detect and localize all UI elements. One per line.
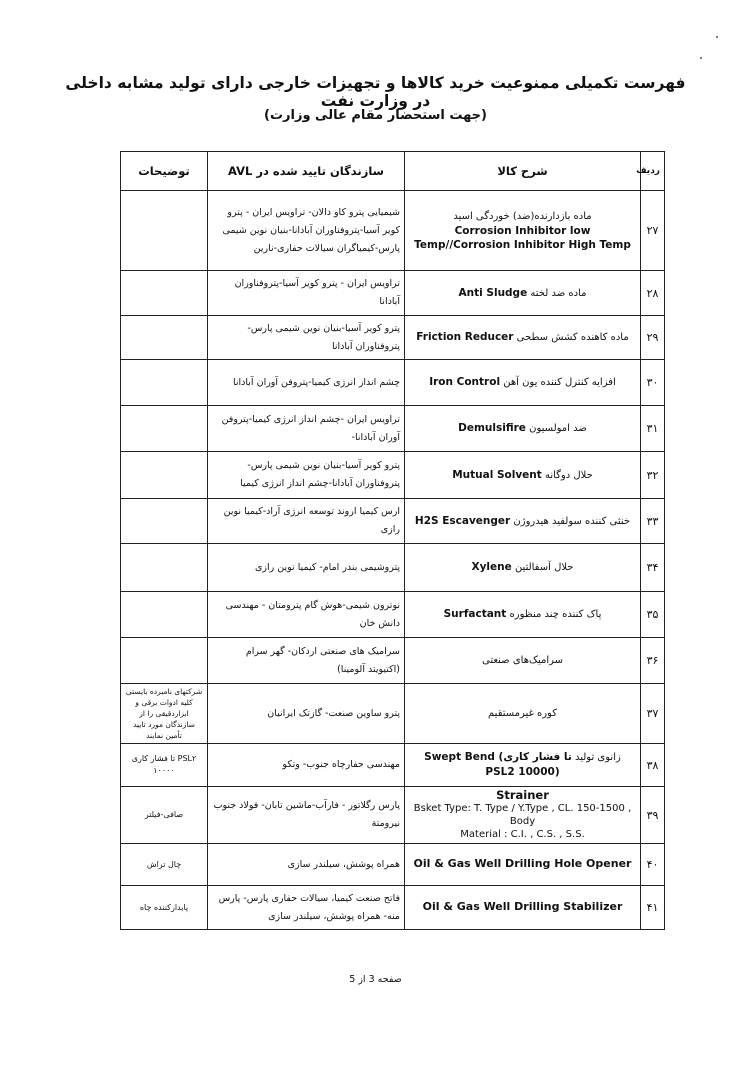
row-notes	[121, 452, 208, 499]
row-description	[405, 499, 641, 544]
table-row	[121, 452, 665, 499]
description-en: Xylene	[471, 561, 512, 573]
row-index: ۳۹	[641, 787, 665, 844]
description-line: Bsket Type: T. Type / Y.Type , CL. 150-1500 , Body	[413, 803, 632, 827]
description-en: Oil & Gas Well Drilling Stabilizer	[422, 900, 623, 913]
description-en: Oil & Gas Well Drilling Hole Opener	[413, 857, 632, 870]
page-subtitle: (جهت استحضار مقام عالی وزارت)	[264, 108, 487, 123]
table-row	[121, 886, 665, 930]
description-en: Friction Reducer	[416, 331, 514, 343]
page-number: صفحه 3 از 5	[349, 974, 402, 985]
row-notes	[121, 271, 208, 316]
row-notes	[121, 316, 208, 360]
table-row	[121, 544, 665, 592]
row-index: ۴۰	[641, 844, 665, 886]
row-description	[405, 452, 641, 499]
row-index: ۳۶	[641, 638, 665, 684]
row-description	[405, 592, 641, 638]
description-en: Iron Control	[429, 376, 501, 388]
row-avl: پترو کویر آسیا-بنیان نوین شیمی پارس-پتروفناوران آبادانا	[208, 316, 405, 360]
row-avl: تراویس ایران - پترو کویر آسیا-پتروفناوران آبادانا	[208, 271, 405, 316]
row-notes: پایدارکننده چاه	[121, 886, 208, 930]
table-row	[121, 592, 665, 638]
table-header-row	[121, 152, 665, 191]
row-description	[405, 191, 641, 271]
row-description	[405, 787, 641, 844]
col-header-index: ردیف	[641, 152, 665, 191]
row-description	[405, 316, 641, 360]
description-fa: حلال آسفالتین	[514, 562, 574, 573]
table-row	[121, 406, 665, 452]
description-en: Corrosion Inhibitor low Temp//Corrosion Inhibitor High Temp	[414, 224, 631, 251]
description-fa: سرامیک‌های صنعتی	[481, 655, 563, 666]
row-avl: فاتح صنعت کیمیا، سیالات حفاری پارس- پارس منه- همراه پوشش، سیلندر سازی	[208, 886, 405, 930]
table-row	[121, 787, 665, 844]
row-index: ۴۱	[641, 886, 665, 930]
row-notes: چال تراش	[121, 844, 208, 886]
description-fa: افزایه کنترل کننده یون آهن	[503, 377, 616, 388]
row-index: ۳۲	[641, 452, 665, 499]
table-row	[121, 499, 665, 544]
description-fa: ماده کاهنده کشش سطحی	[516, 332, 629, 343]
row-index: ۳۱	[641, 406, 665, 452]
row-avl: پارس رگلاتور - فارآب-ماشین تابان- فولاد جنوب نیرومتة	[208, 787, 405, 844]
row-avl: پتروشیمی بندر امام- کیمیا نوین رازی	[208, 544, 405, 592]
row-index: ۲۹	[641, 316, 665, 360]
row-index: ۲۸	[641, 271, 665, 316]
description-en: Strainer	[496, 788, 549, 802]
row-description	[405, 684, 641, 744]
description-fa: حلال دوگانه	[544, 469, 593, 481]
row-index: ۳۵	[641, 592, 665, 638]
row-index: ۳۳	[641, 499, 665, 544]
col-header-avl: سازندگان تایید شده در AVL	[208, 152, 405, 191]
description-fa: کوره غیرمستقیم	[488, 708, 557, 719]
row-notes: صافی-فیلتر	[121, 787, 208, 844]
scan-speck	[700, 57, 702, 59]
row-avl: پترو کویر آسیا-بنیان نوین شیمی پارس-پتروفناوران آبادانا-چشم انداز انرژی کیمیا	[208, 452, 405, 499]
row-avl: تراویس ایران -چشم انداز انرژی کیمیا-پتروفن آوران آبادانا-	[208, 406, 405, 452]
row-avl: شیمیایی پترو کاو دالان- تراویس ایران - پترو کویر آسیا-پتروفناوران آبادانا-بنیان نوین شیمی پارس-کیمیاگران سیالات حفاری-نارین	[208, 191, 405, 271]
row-avl: سرامیک های صنعتی اردکان- گهر سرام (اکتیویتد آلومینا)	[208, 638, 405, 684]
row-notes	[121, 499, 208, 544]
row-description	[405, 744, 641, 787]
row-index: ۳۰	[641, 360, 665, 406]
description-fa: ماده ضد لخته	[530, 287, 587, 299]
row-notes	[121, 360, 208, 406]
row-index: ۳۸	[641, 744, 665, 787]
description-en: Demulsifire	[458, 422, 526, 434]
table-row	[121, 844, 665, 886]
row-description	[405, 844, 641, 886]
description-en: Mutual Solvent	[452, 468, 542, 481]
col-header-description: شرح کالا	[405, 152, 641, 191]
description-fa: پاک کننده چند منظوره	[509, 609, 602, 620]
row-notes	[121, 544, 208, 592]
row-index: ۳۷	[641, 684, 665, 744]
row-avl: ارس کیمیا اروند توسعه انرژی آراد-کیمیا نوین رازی	[208, 499, 405, 544]
row-notes	[121, 592, 208, 638]
description-fa: ضد امولسیون	[529, 423, 587, 434]
description-en: Surfactant	[443, 608, 507, 620]
table-row	[121, 638, 665, 684]
row-notes: شرکتهای نامبرده بایستی کلیه ادوات برقی و ابزاردقیقی را از سازندگان مورد تایید تأمین نمایند	[121, 684, 208, 744]
row-description	[405, 638, 641, 684]
table-row	[121, 271, 665, 316]
table-row	[121, 316, 665, 360]
row-notes	[121, 638, 208, 684]
row-notes	[121, 406, 208, 452]
row-notes: PSL۲ تا فشار کاری ۱۰۰۰۰	[121, 744, 208, 787]
page-title: فهرست تکمیلی ممنوعیت خرید کالاها و تجهیزات خارجی دارای تولید مشابه داخلی در وزارت نفت	[65, 74, 686, 110]
row-description	[405, 360, 641, 406]
table-row	[121, 744, 665, 787]
description-fa: خنثی کننده سولفید هیدروژن	[513, 515, 631, 527]
row-avl: چشم انداز انرژی کیمیا-پتروفن آوران آبادانا	[208, 360, 405, 406]
row-notes	[121, 191, 208, 271]
row-description	[405, 271, 641, 316]
description-en: Anti Sludge	[458, 286, 528, 299]
row-description	[405, 886, 641, 930]
scan-speck	[716, 36, 718, 38]
row-avl: مهندسی حفارچاه جنوب- وتکو	[208, 744, 405, 787]
row-index: ۳۴	[641, 544, 665, 592]
table-row	[121, 191, 665, 271]
row-avl: پترو ساوین صنعت- گازتک ایرانیان	[208, 684, 405, 744]
row-avl: نوترون شیمی-هوش گام پترومتان - مهندسی دانش خان	[208, 592, 405, 638]
row-description	[405, 406, 641, 452]
items-table	[120, 151, 665, 930]
description-line: Material : C.I. , C.S. , S.S.	[460, 829, 585, 840]
table-row	[121, 684, 665, 744]
description-fa: ماده بازدارنده(ضد) خوردگی اسید	[453, 210, 592, 222]
table-row	[121, 360, 665, 406]
col-header-notes: توضیحات	[121, 152, 208, 191]
row-avl: همراه پوشش، سیلندر سازی	[208, 844, 405, 886]
description-en: Swept Bend (تا فشار کاری PSL2 10000)	[424, 751, 572, 778]
description-fa: زانوی تولید	[574, 752, 621, 763]
row-description	[405, 544, 641, 592]
description-en: H2S Escavenger	[414, 514, 511, 527]
row-index: ۲۷	[641, 191, 665, 271]
